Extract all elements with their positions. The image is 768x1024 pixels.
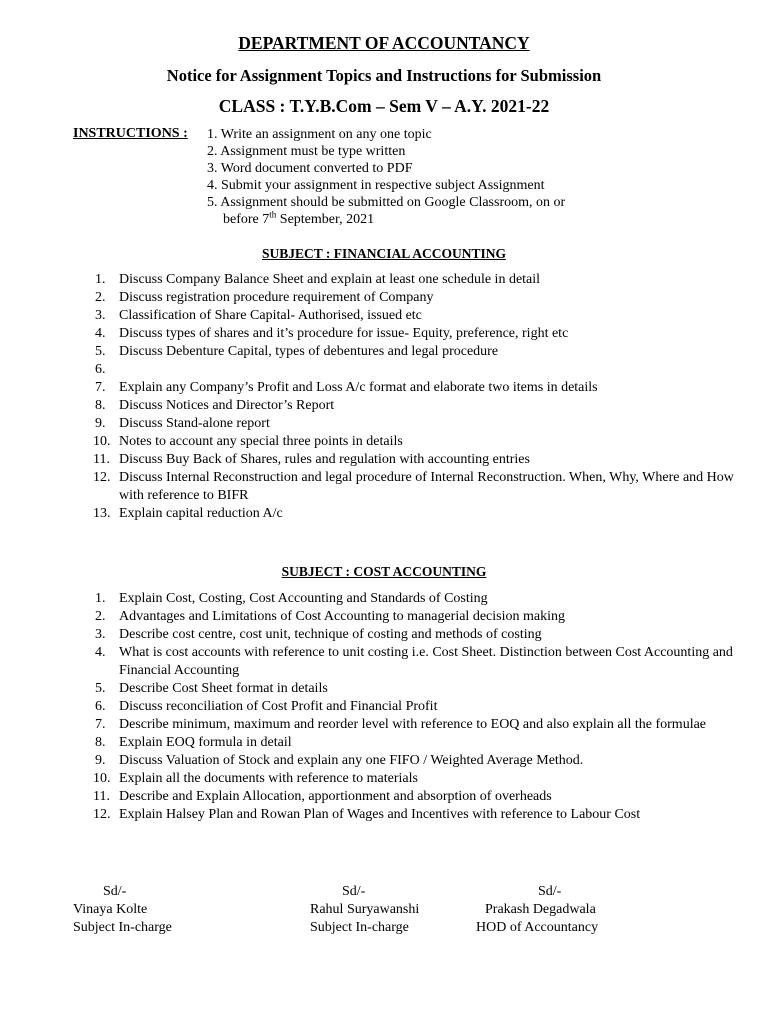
topic-number: 7. [95, 717, 106, 732]
topic-number: 12. [93, 470, 111, 485]
topic-item [95, 271, 739, 289]
deadline-text-rest: September, 2021 [276, 212, 375, 227]
topic-text: Explain Cost, Costing, Cost Accounting and Standards of Costing [119, 591, 488, 606]
topic-text: Describe cost centre, cost unit, technique of costing and methods of costing [119, 627, 542, 642]
notice-title: Notice for Assignment Topics and Instructions for Submission [166, 66, 602, 85]
topic-text: Explain EOQ formula in detail [119, 735, 292, 750]
topic-item [95, 361, 739, 379]
topic-item [95, 680, 739, 698]
topic-number: 11. [93, 452, 110, 467]
topic-number: 1. [95, 272, 106, 287]
topic-number: 6. [95, 362, 106, 377]
instructions-label: INSTRUCTIONS : [73, 126, 188, 141]
topic-number: 9. [95, 416, 106, 431]
topic-item [95, 325, 739, 343]
topic-text: Discuss Internal Reconstruction and legal procedure of Internal Reconstruction. When, Why, Where and How with reference to BIFR [119, 470, 734, 503]
topic-number: 8. [95, 398, 106, 413]
signature-block-2-name [310, 901, 419, 937]
topic-number: 3. [95, 308, 106, 323]
topic-item [95, 397, 739, 415]
topic-item [95, 415, 739, 433]
topic-item [95, 433, 739, 451]
topic-number: 2. [95, 290, 106, 305]
topic-text: Discuss types of shares and it’s procedure for issue- Equity, preference, right etc [119, 326, 569, 341]
topic-text: Discuss Company Balance Sheet and explain at least one schedule in detail [119, 272, 541, 287]
signature-sd: Sd/- [538, 884, 562, 899]
topic-number: 4. [95, 326, 106, 341]
topic-item [95, 590, 739, 608]
topic-text: Advantages and Limitations of Cost Accounting to managerial decision making [119, 609, 565, 624]
topic-text: Classification of Share Capital- Authorised, issued etc [119, 308, 422, 323]
topic-item [95, 289, 739, 307]
topic-item [95, 451, 739, 469]
topic-text: Describe Cost Sheet format in details [119, 681, 328, 696]
financial-accounting-heading: SUBJECT : FINANCIAL ACCOUNTING [262, 246, 506, 261]
topic-item [95, 716, 739, 734]
financial-accounting-topics [95, 271, 739, 523]
instruction-item: 1. Write an assignment on any one topic [207, 127, 432, 142]
topic-text: Notes to account any special three points in details [119, 434, 403, 449]
signature-block-1-name [73, 901, 172, 937]
topic-number: 6. [95, 699, 106, 714]
instruction-item: 5. Assignment should be submitted on Google Classroom, on or [207, 195, 566, 210]
topic-text: Discuss Stand-alone report [119, 416, 270, 431]
topic-item [95, 505, 739, 523]
topic-number: 10. [93, 771, 111, 786]
topic-item [95, 806, 739, 824]
topic-number: 12. [93, 807, 111, 822]
topic-item [95, 343, 739, 361]
signature-sd: Sd/- [103, 884, 127, 899]
topic-number: 3. [95, 627, 106, 642]
topic-number: 5. [95, 681, 106, 696]
topic-item [95, 469, 739, 505]
signatory-role: HOD of Accountancy [476, 920, 599, 935]
topic-item [95, 734, 739, 752]
signature-sd: Sd/- [342, 884, 366, 899]
topic-number: 11. [93, 789, 110, 804]
signatory-name: Vinaya Kolte [73, 902, 148, 917]
topic-number: 4. [95, 645, 106, 660]
topic-number: 9. [95, 753, 106, 768]
cost-accounting-topics [95, 590, 739, 824]
topic-item [95, 608, 739, 626]
topic-text: What is cost accounts with reference to unit costing i.e. Cost Sheet. Distinction between Cost Accounting and Financial Accounting [119, 645, 733, 678]
topic-item [95, 752, 739, 770]
topic-item [95, 644, 739, 680]
topic-text: Describe minimum, maximum and reorder level with reference to EOQ and also explain all the formulae [119, 717, 707, 732]
topic-text: Discuss registration procedure requirement of Company [119, 290, 434, 305]
topic-number: 2. [95, 609, 106, 624]
department-title: DEPARTMENT OF ACCOUNTANCY [238, 33, 530, 53]
signature-block-3 [538, 883, 561, 901]
signatory-name: Prakash Degadwala [485, 902, 596, 917]
signature-block-3-name [476, 901, 598, 937]
signature-block-2 [342, 883, 365, 901]
topic-number: 13. [93, 506, 111, 521]
topic-text: Explain Halsey Plan and Rowan Plan of Wages and Incentives with reference to Labour Cost [119, 807, 641, 822]
topic-item [95, 788, 739, 806]
class-title: CLASS : T.Y.B.Com – Sem V – A.Y. 2021-22 [218, 96, 550, 116]
topic-text: Describe and Explain Allocation, apportionment and absorption of overheads [119, 789, 552, 804]
instruction-item: 3. Word document converted to PDF [207, 161, 413, 176]
signature-block-1 [103, 883, 126, 901]
topic-item [95, 379, 739, 397]
topic-text: Explain any Company’s Profit and Loss A/c format and elaborate two items in details [119, 380, 598, 395]
topic-number: 5. [95, 344, 106, 359]
topic-text: Discuss reconciliation of Cost Profit and Financial Profit [119, 699, 438, 714]
signatory-name: Rahul Suryawanshi [310, 902, 420, 917]
signatory-role: Subject In-charge [310, 920, 409, 935]
instruction-item: 4. Submit your assignment in respective subject Assignment [207, 178, 545, 193]
instructions-list [207, 126, 565, 228]
cost-accounting-heading: SUBJECT : COST ACCOUNTING [281, 564, 487, 579]
deadline-text: before 7 [223, 212, 270, 227]
topic-text: Explain capital reduction A/c [119, 506, 283, 521]
topic-number: 8. [95, 735, 106, 750]
topic-text: Discuss Notices and Director’s Report [119, 398, 335, 413]
topic-item [95, 626, 739, 644]
topic-text: Explain all the documents with reference to materials [119, 771, 418, 786]
instruction-item-continuation [207, 211, 565, 228]
topic-number: 7. [95, 380, 106, 395]
topic-number: 1. [95, 591, 106, 606]
signatory-role: Subject In-charge [73, 920, 172, 935]
topic-text: Discuss Buy Back of Shares, rules and regulation with accounting entries [119, 452, 530, 467]
topic-text: Discuss Debenture Capital, types of debentures and legal procedure [119, 344, 499, 359]
topic-item [95, 698, 739, 716]
topic-item [95, 307, 739, 325]
topic-item [95, 770, 739, 788]
topic-text: Discuss Valuation of Stock and explain any one FIFO / Weighted Average Method. [119, 753, 584, 768]
instruction-item: 2. Assignment must be type written [207, 144, 406, 159]
topic-number: 10. [93, 434, 111, 449]
ordinal-suffix: th [269, 209, 277, 220]
